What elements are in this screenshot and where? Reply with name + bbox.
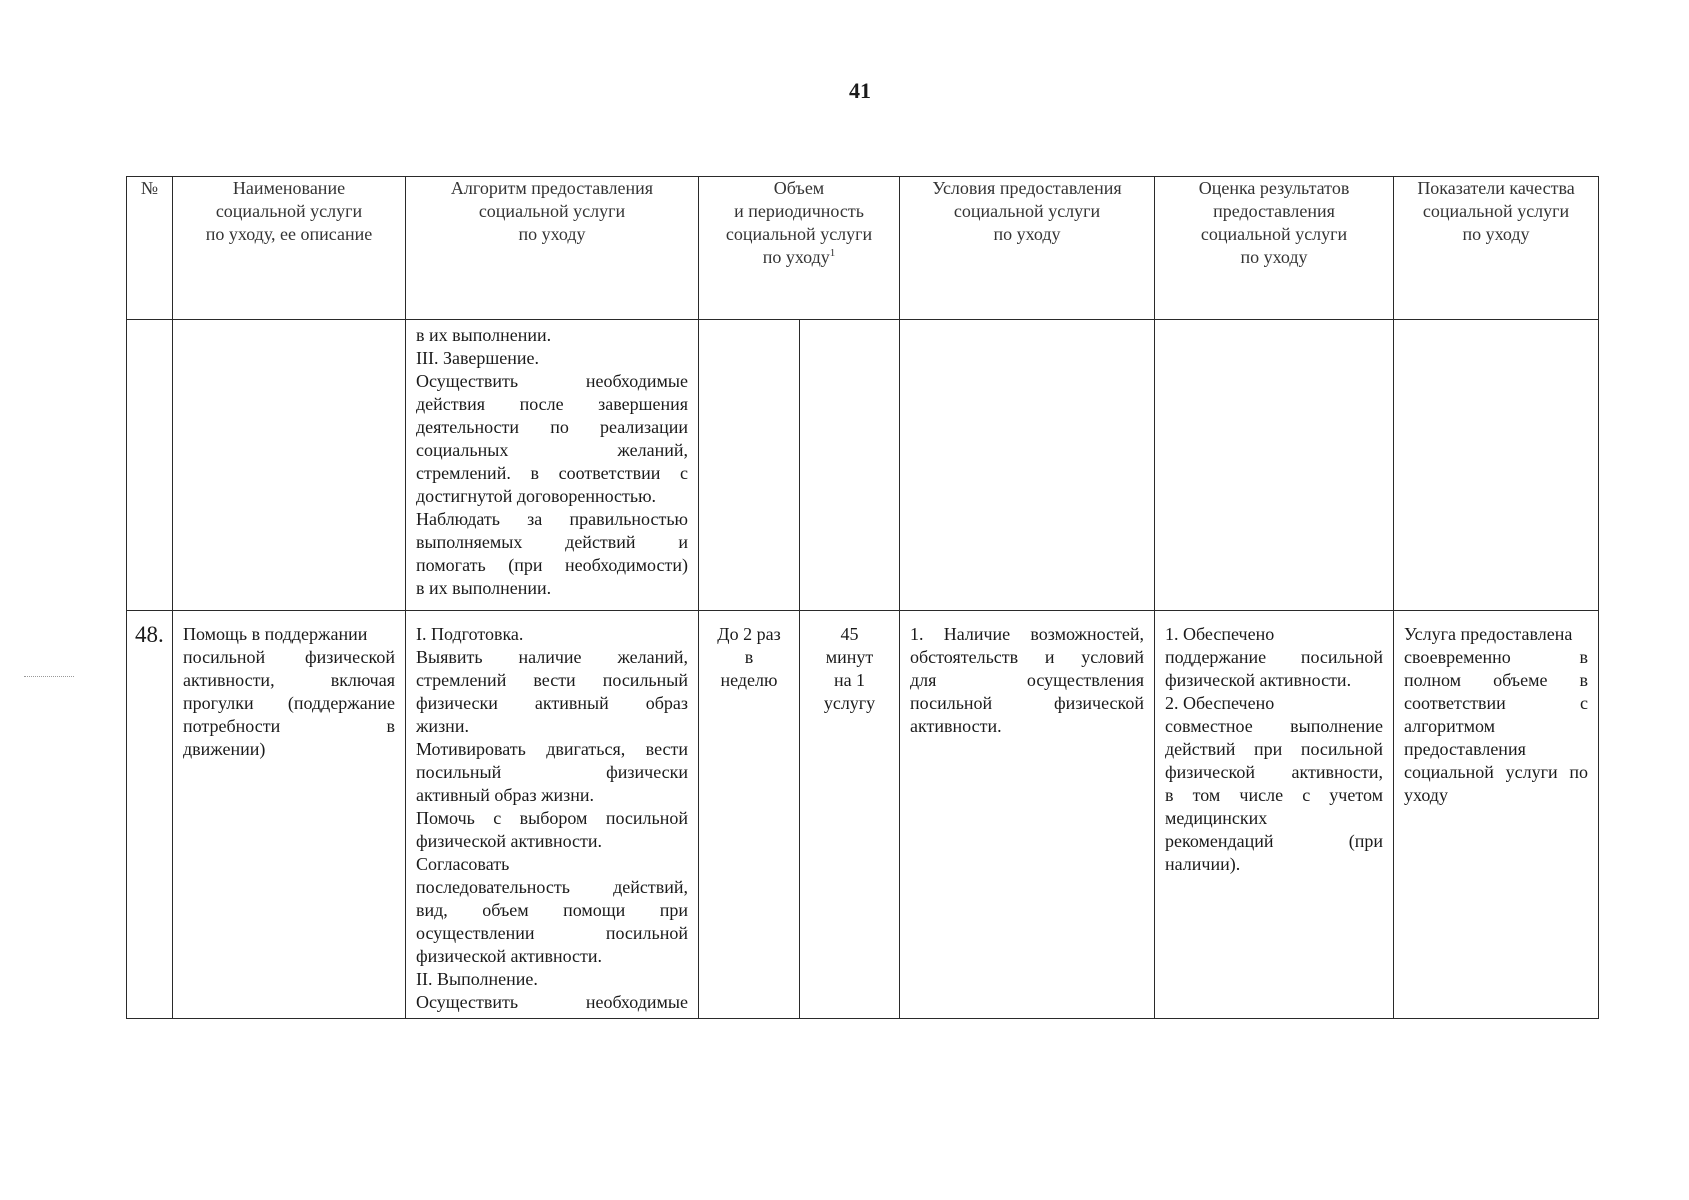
- header-evaluation: Оценка результатов предоставления социальной услуги по уходу: [1155, 177, 1394, 320]
- table-row-continued: [127, 320, 1599, 611]
- margin-mark: [24, 676, 74, 677]
- header-conditions: Условия предоставления социальной услуги по уходу: [900, 177, 1155, 320]
- row-number: 48.: [127, 611, 173, 1019]
- page-number: 41: [849, 78, 871, 103]
- cell-duration: 45 минут на 1 услугу: [800, 611, 900, 1019]
- services-table: [126, 176, 1599, 1019]
- header-algorithm: Алгоритм предоставления социальной услуги по уходу: [406, 177, 699, 320]
- header-row: [127, 177, 1599, 320]
- cell-duration-empty: [800, 320, 900, 611]
- cell-service-name: Помощь в поддержании посильной физической активности, включая прогулки (поддержание потребности в движении): [173, 611, 406, 1019]
- cell-indicators: Услуга предоставлена своевременно в полном объеме в соответствии с алгоритмом предоставления социальной услуги по уходу: [1394, 611, 1599, 1019]
- header-num: №: [127, 177, 173, 320]
- cell-evaluation: 1. Обеспечено поддержание посильной физической активности. 2. Обеспечено совместное выполнение действий при посильной физической активности, в том числе с учетом медицинских рекомендаций (при наличии).: [1155, 611, 1394, 1019]
- cell-conditions-empty: [900, 320, 1155, 611]
- cell-algorithm-continued: в их выполнении. III. Завершение. Осуществить необходимые действия после завершения деятельности по реализации социальных желаний, стремлений. в соответствии с достигнутой договоренностью. Наблюдать за правильностью выполняемых действий и помогать (при необходимости) в их выполнении.: [406, 320, 699, 611]
- header-name: Наименование социальной услуги по уходу, ее описание: [173, 177, 406, 320]
- header-indicators: Показатели качества социальной услуги по уходу: [1394, 177, 1599, 320]
- table-row-48: [127, 611, 1599, 1019]
- cell-algorithm: I. Подготовка. Выявить наличие желаний, стремлений вести посильный физически активный образ жизни. Мотивировать двигаться, вести посильный физически активный образ жизни. Помочь с выбором посильной физической активности. Согласовать последовательность действий, вид, объем помощи при осуществлении посильной физической активности. II. Выполнение. Осуществить необходимые: [406, 611, 699, 1019]
- cell-name-empty: [173, 320, 406, 611]
- cell-frequency-empty: [699, 320, 800, 611]
- cell-num-empty: [127, 320, 173, 611]
- cell-evaluation-empty: [1155, 320, 1394, 611]
- cell-indicators-empty: [1394, 320, 1599, 611]
- cell-frequency: До 2 раз в неделю: [699, 611, 800, 1019]
- header-volume: Объем и периодичность социальной услуги по уходу$^1$: [699, 177, 900, 320]
- cell-conditions: 1. Наличие возможностей, обстоятельств и условий для осуществления посильной физической активности.: [900, 611, 1155, 1019]
- footnote-marker: 1: [829, 247, 836, 259]
